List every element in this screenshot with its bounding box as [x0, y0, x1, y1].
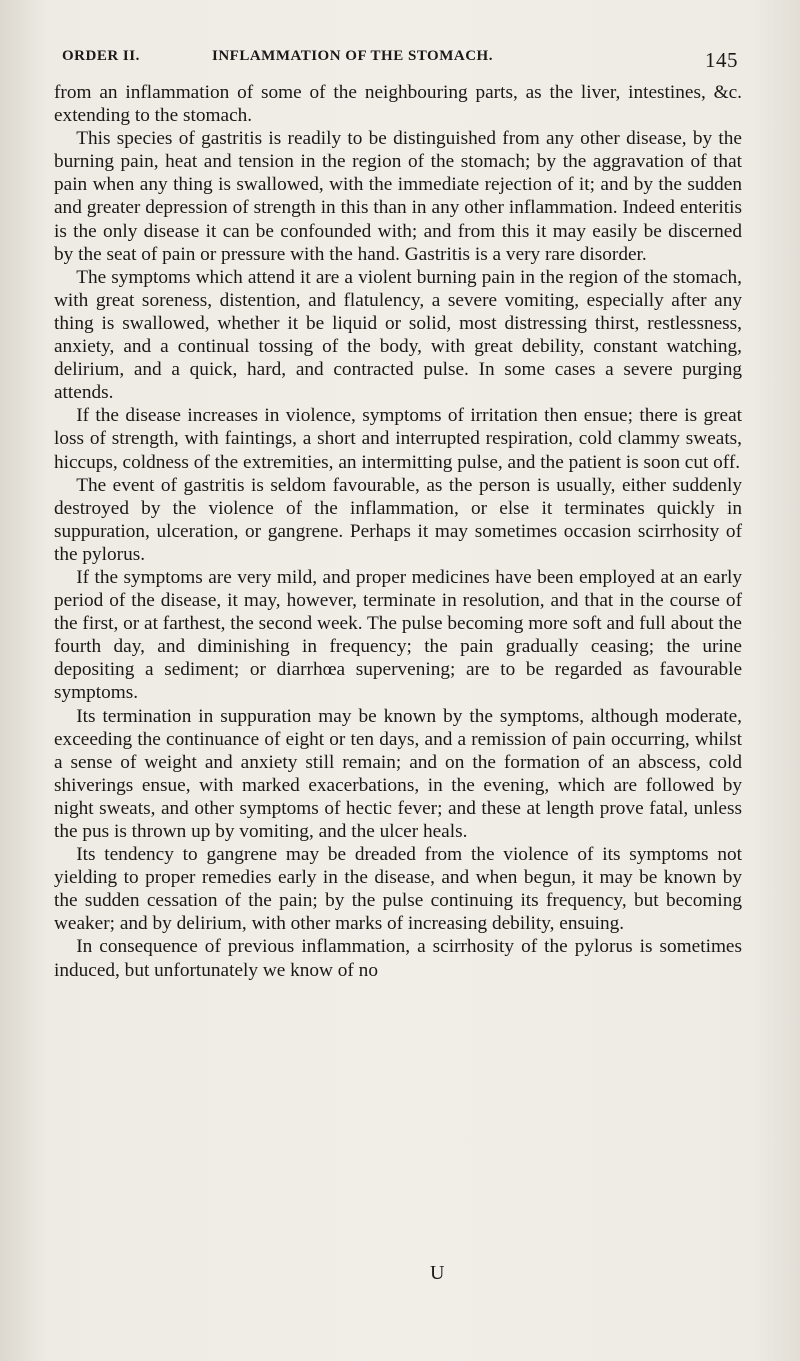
paragraph: The event of gastritis is seldom favourable, as the person is usually, either suddenly destroyed by the violence of the inflammation, or else it terminates quickly in suppuration, ulceration, or gangrene. Perhaps it may sometimes occasion scirrhosity of the pylorus.: [54, 474, 742, 565]
paragraph: Its termination in suppuration may be known by the symptoms, although moderate, exceeding the continuance of eight or ten days, and a remission of pain occurring, whilst a sense of weight and anxiety still remain; and on the formation of an abscess, cold shiverings ensue, with marked exacerbations, in the evening, which are followed by night sweats, and other symptoms of hectic fever; and these at length prove fatal, unless the pus is thrown up by vomiting, and the ulcer heals.: [54, 705, 742, 842]
printer-signature-mark: U: [430, 1262, 445, 1284]
page-number: 145: [705, 48, 738, 72]
paragraph: The symptoms which attend it are a violent burning pain in the region of the stomach, with great soreness, distention, and flatulency, a severe vomiting, especially after any thing is swallowed, whether it be liquid or solid, most distressing thirst, restlessness, anxiety, and a continual tossing of the body, with great debility, constant watching, delirium, and a quick, hard, and contracted pulse. In some cases a severe purging attends.: [54, 266, 742, 404]
paragraph: If the symptoms are very mild, and proper medicines have been employed at an early period of the disease, it may, however, terminate in resolution, and that in the course of the first, or at farthest, the second week. The pulse becoming more soft and full about the fourth day, and diminishing in frequency; the pain gradually ceasing; the urine depositing a sediment; or diarrhœa supervening; are to be regarded as favourable symptoms.: [54, 566, 742, 704]
header-order: ORDER II.: [62, 48, 140, 64]
header-title: INFLAMMATION OF THE STOMACH.: [212, 48, 493, 64]
paragraph-continuation: from an inflammation of some of the neighbouring parts, as the liver, intestines, &c. extending to the stomach.: [54, 82, 742, 127]
paragraph: This species of gastritis is readily to be distinguished from any other disease, by the burning pain, heat and tension in the region of the stomach; by the aggravation of that pain when any thing is swallowed, with the immediate rejection of it; and by the sudden and greater depression of strength in this than in any other inflammation. Indeed enteritis is the only disease it can be confounded with; and from this it may easily be discerned by the seat of pain or pressure with the hand. Gastritis is a very rare disorder.: [54, 128, 742, 265]
paragraph: In consequence of previous inflammation, a scirrhosity of the pylorus is sometimes induced, but unfortunately we know of no: [54, 936, 742, 981]
page-body: [54, 81, 742, 982]
running-header: [62, 48, 738, 74]
paragraph: If the disease increases in violence, symptoms of irritation then ensue; there is great loss of strength, with faintings, a short and interrupted respiration, cold clammy sweats, hiccups, coldness of the extremities, an intermitting pulse, and the patient is soon cut off.: [54, 405, 742, 473]
paragraph: Its tendency to gangrene may be dreaded from the violence of its symptoms not yielding to proper remedies early in the disease, and when begun, it may be known by the sudden cessation of the pain; by the pulse continuing its frequency, but becoming weaker; and by delirium, with other marks of increasing debility, ensuing.: [54, 844, 742, 935]
